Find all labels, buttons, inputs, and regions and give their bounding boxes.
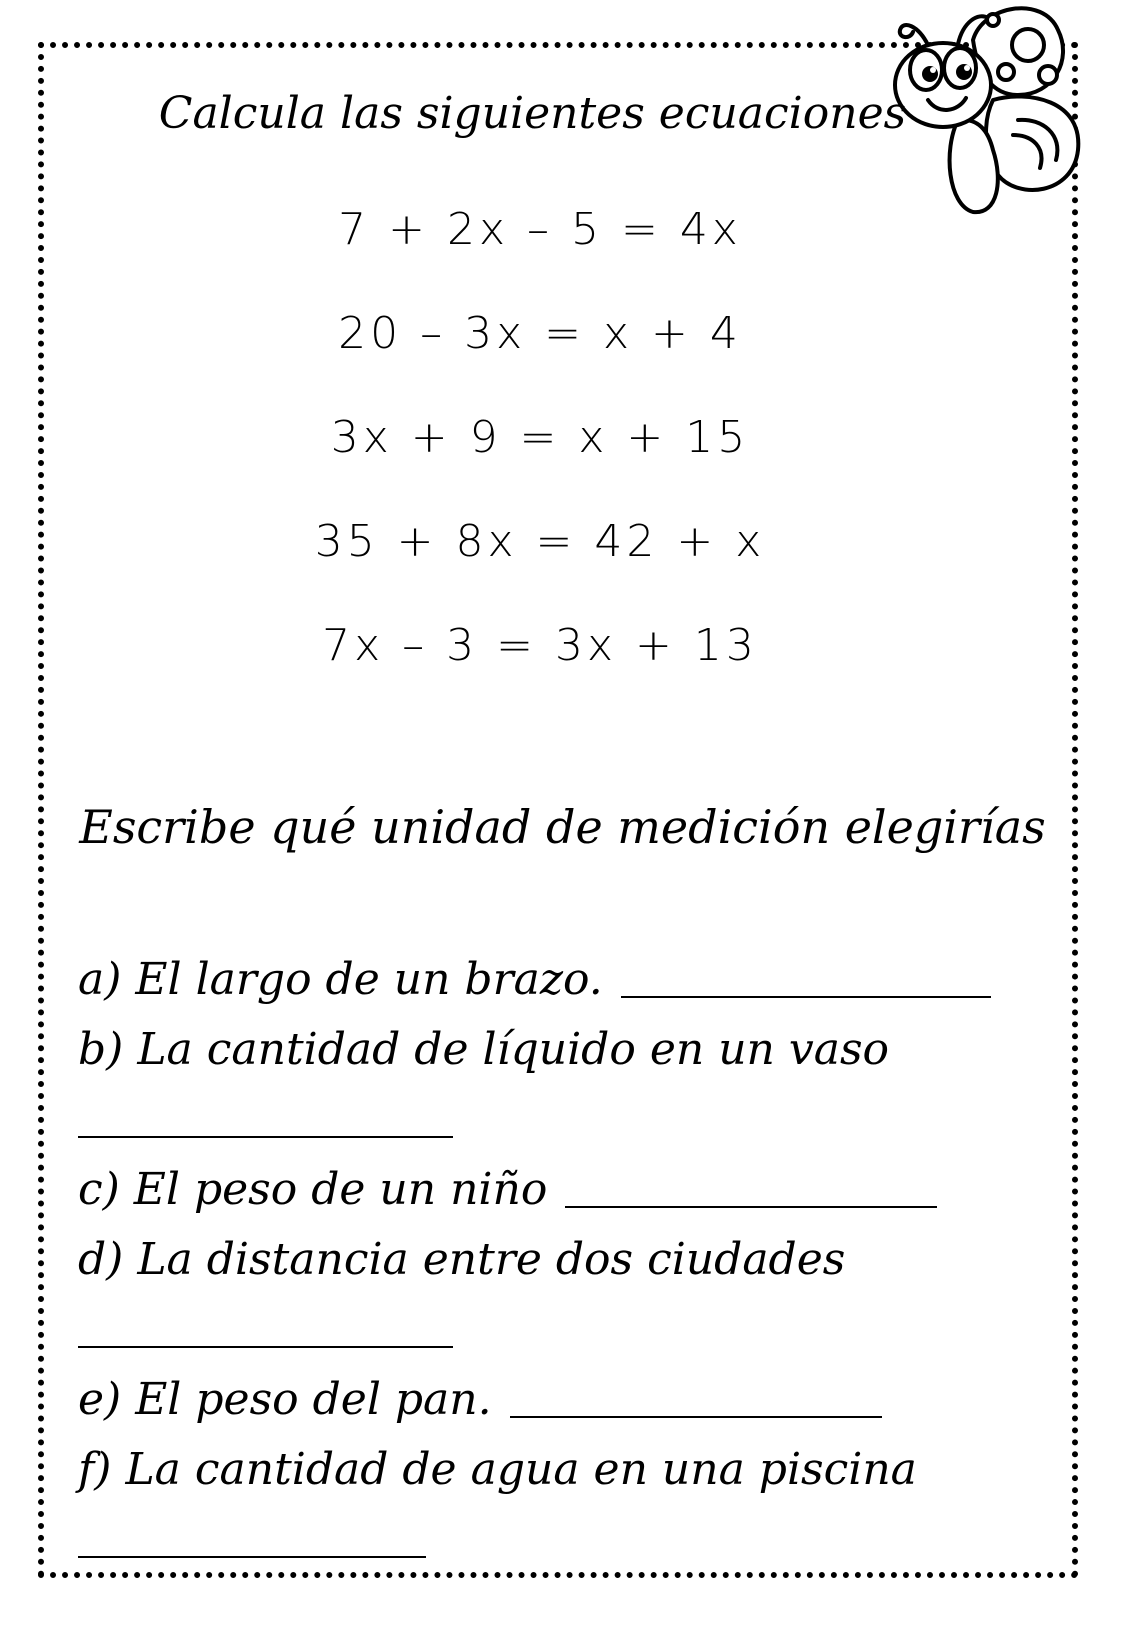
equations-list — [0, 200, 1080, 720]
equation: 3x + 9 = x + 15 — [330, 412, 750, 463]
question-item-a — [78, 940, 1038, 1010]
answer-blank[interactable] — [78, 1326, 453, 1348]
question-item-b — [78, 1010, 1038, 1080]
answer-line — [78, 1290, 1038, 1360]
question-label: a) El largo de un brazo. — [78, 954, 603, 1005]
answer-line — [78, 1500, 1038, 1570]
answer-blank[interactable] — [78, 1116, 453, 1138]
equation: 7 + 2x – 5 = 4x — [338, 204, 742, 255]
answer-line — [78, 1080, 1038, 1150]
question-label: c) El peso de un niño — [78, 1164, 548, 1215]
equations-heading: Calcula las siguientes ecuaciones — [158, 88, 907, 139]
units-heading: Escribe qué unidad de medición elegirías — [79, 800, 1046, 854]
question-item-e — [78, 1360, 1038, 1430]
question-label: e) El peso del pan. — [78, 1374, 492, 1425]
question-label: b) La cantidad de líquido en un vaso — [78, 1024, 890, 1075]
question-label: d) La distancia entre dos ciudades — [78, 1234, 846, 1285]
answer-blank[interactable] — [621, 976, 991, 998]
question-label: f) La cantidad de agua en una piscina — [78, 1444, 917, 1495]
equation: 7x – 3 = 3x + 13 — [322, 620, 758, 671]
equation: 35 + 8x = 42 + x — [314, 516, 766, 567]
question-item-c — [78, 1150, 1038, 1220]
question-item-d — [78, 1220, 1038, 1290]
answer-blank[interactable] — [78, 1536, 426, 1558]
answer-blank[interactable] — [510, 1396, 882, 1418]
equation: 20 – 3x = x + 4 — [338, 308, 742, 359]
question-item-f — [78, 1430, 1038, 1500]
units-question-list — [78, 940, 1038, 1570]
answer-blank[interactable] — [565, 1186, 937, 1208]
